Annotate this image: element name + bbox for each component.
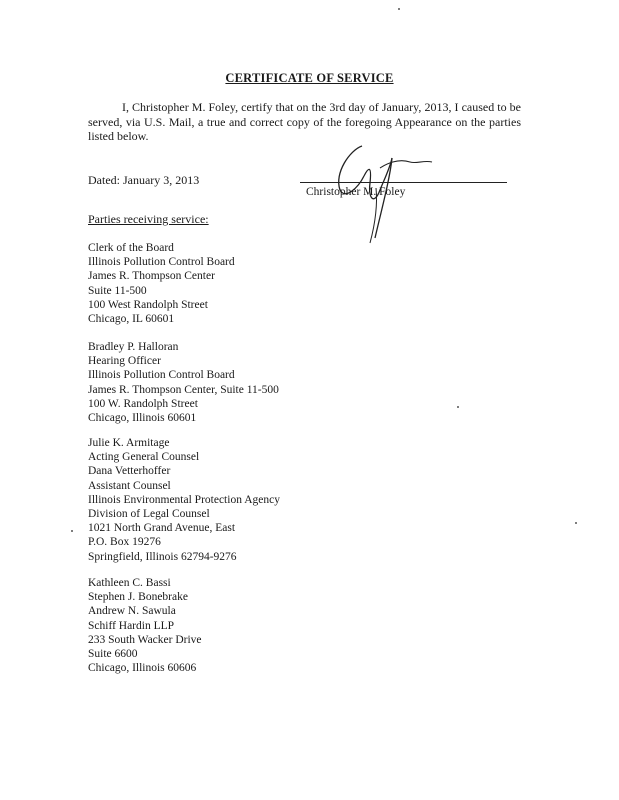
party-block-clerk	[88, 241, 235, 326]
party-line: 100 West Randolph Street	[88, 298, 208, 311]
party-line: James R. Thompson Center, Suite 11-500	[88, 383, 279, 396]
party-block-hearing-officer	[88, 340, 279, 425]
party-line: Chicago, IL 60601	[88, 313, 175, 326]
signature-line	[300, 182, 507, 183]
party-line: Division of Legal Counsel	[88, 508, 210, 521]
scan-speck	[575, 522, 577, 524]
party-line: 233 South Wacker Drive	[88, 633, 202, 646]
party-line: Hearing Officer	[88, 355, 161, 368]
party-line: 1021 North Grand Avenue, East	[88, 522, 236, 535]
party-line: Suite 11-500	[88, 284, 147, 297]
party-line: Bradley P. Halloran	[88, 341, 179, 353]
party-line: Julie K. Armitage	[88, 437, 170, 449]
party-line: Chicago, Illinois 60606	[88, 662, 197, 675]
party-line: 100 W. Randolph Street	[88, 397, 198, 410]
document-title: CERTIFICATE OF SERVICE	[225, 71, 394, 85]
party-line: Clerk of the Board	[88, 242, 174, 254]
party-line: Illinois Pollution Control Board	[88, 256, 235, 269]
party-line: Chicago, Illinois 60601	[88, 412, 197, 425]
dated-line: Dated: January 3, 2013	[88, 173, 200, 187]
party-line: Suite 6600	[88, 648, 138, 661]
party-line: P.O. Box 19276	[88, 536, 161, 549]
party-line: Stephen J. Bonebrake	[88, 591, 188, 604]
party-block-schiff-hardin	[88, 576, 202, 675]
party-line: Assistant Counsel	[88, 479, 171, 492]
scan-speck	[398, 8, 400, 10]
party-line: Illinois Pollution Control Board	[88, 369, 235, 382]
scan-speck	[457, 406, 459, 408]
party-line: Kathleen C. Bassi	[88, 577, 171, 589]
signer-name: Christopher M. Foley	[306, 186, 406, 198]
party-line: Schiff Hardin LLP	[88, 619, 175, 632]
party-line: Springfield, Illinois 62794-9276	[88, 550, 237, 563]
party-line: Acting General Counsel	[88, 451, 200, 464]
party-line: James R. Thompson Center	[88, 270, 215, 283]
certification-paragraph: I, Christopher M. Foley, certify that on the 3rd day of January, 2013, I caused to be served, via U.S. Mail, a true and correct copy of the foregoing Appearance on the parties listed below.	[88, 100, 521, 143]
party-line: Illinois Environmental Protection Agency	[88, 493, 280, 506]
party-line: Andrew N. Sawula	[88, 605, 176, 618]
party-line: Dana Vetterhoffer	[88, 465, 171, 478]
party-block-iepa	[88, 436, 280, 564]
parties-heading: Parties receiving service:	[88, 212, 209, 226]
scan-speck	[71, 530, 73, 532]
